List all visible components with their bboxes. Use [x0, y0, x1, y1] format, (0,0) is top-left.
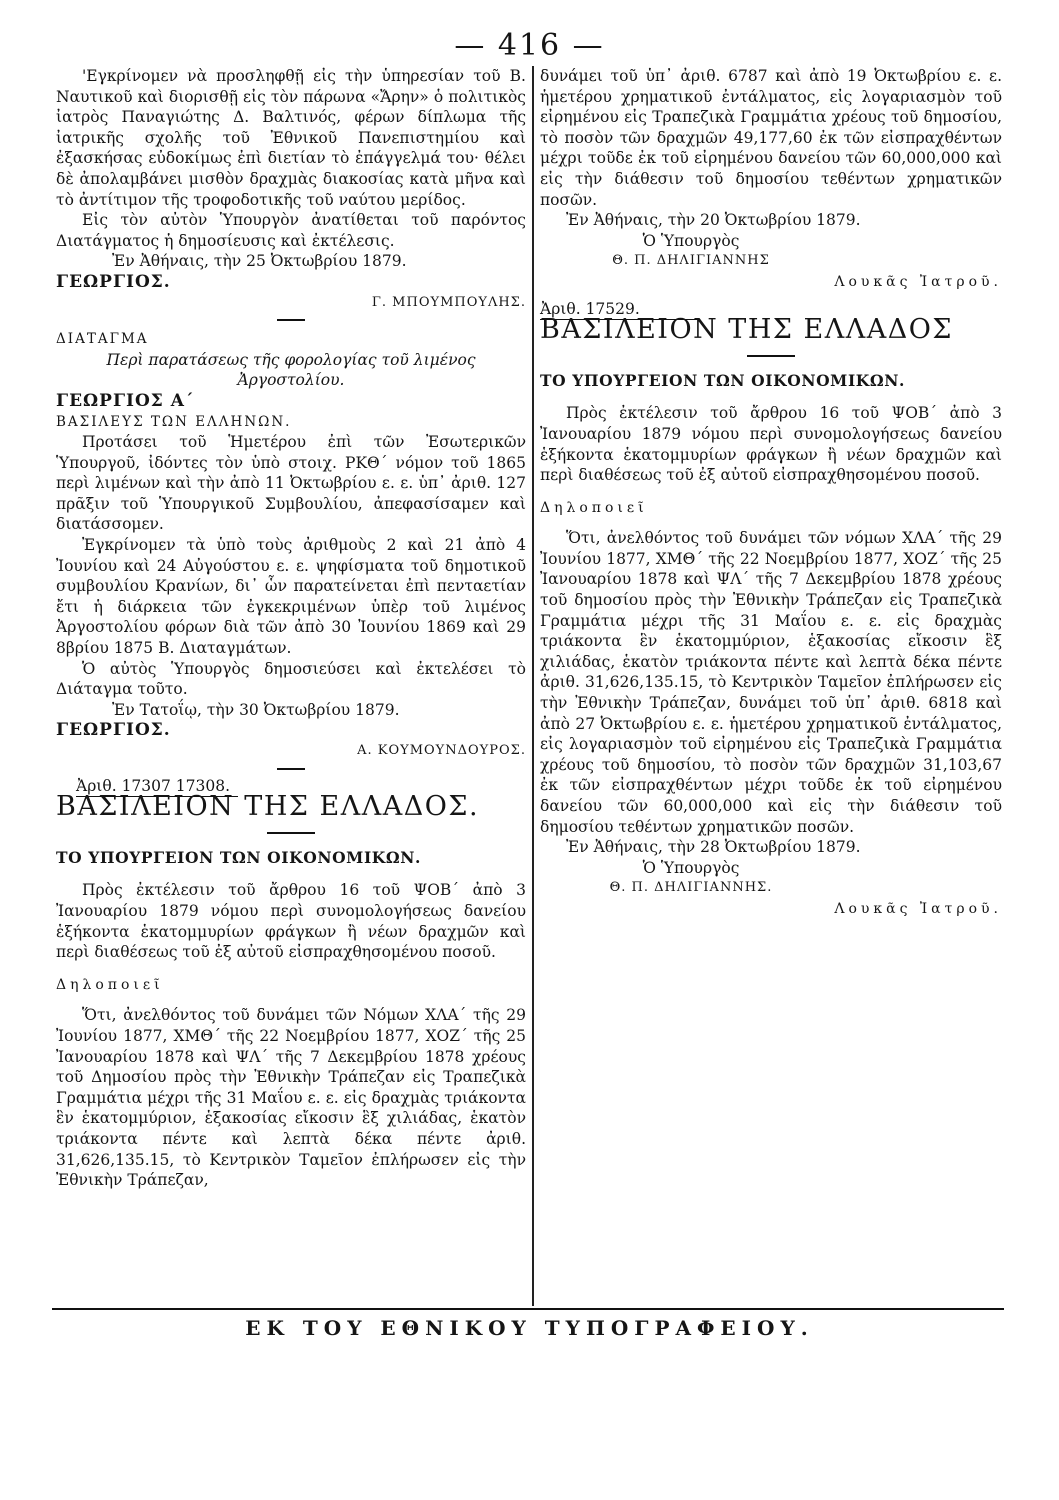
notice-paragraph: Πρὸς ἐκτέλεσιν τοῦ ἄρθρου 16 τοῦ ΨΟΒ΄ ἀπὸ 3 Ἰανουαρίου 1879 νόμου περὶ συνομολογήσεως δανείου ἑξήκοντα ἑκατομμυρίων φράγκων ἢ νέων δραχμῶν καὶ περὶ διαθέσεως τοῦ ἐξ αὐτοῦ εἰσπραχθησομένου ποσοῦ.	[540, 404, 1002, 485]
countersignature: Λουκᾶς Ἰατροῦ.	[834, 273, 1002, 290]
decree-date: Ἐν Τατοΐῳ, τὴν 30 Ὀκτωβρίου 1879.	[112, 700, 400, 719]
minister-signature: Γ. ΜΠΟΥΜΠΟΥΛΗΣ.	[371, 294, 526, 310]
notice-paragraph: δυνάμει τοῦ ὑπ᾽ ἀριθ. 6787 καὶ ἀπὸ 19 Ὀκτωβρίου ε. ε. ἡμετέρου χρηματικοῦ ἐντάλματος, εἰς λογαριασμὸν τοῦ εἰρημένου εἰς Τραπεζικὰ Γραμμάτια χρέους τοῦ δημοσίου, τὸ ποσὸν τῶν δραχμῶν 49,177,60 ἐκ τῶν εἰσπραχθέντων μέχρι τοῦδε ἐκ τοῦ εἰρημένου δανείου τῶν 60,000,000 καὶ εἰς τὴν διάθεσιν τοῦ δημοσίου τεθέντων χρηματικῶν ποσῶν.	[540, 67, 1002, 209]
decree-title: ΔΙΑΤΑΓΜΑ	[56, 331, 149, 348]
document-number: Ἀριθ. 17307 17308.	[76, 776, 238, 798]
minister-signature: Α. ΚΟΥΜΟΥΝΔΟΥΡΟΣ.	[357, 743, 526, 758]
left-column	[56, 66, 526, 1191]
kingdom-title: ΒΑΣΙΛΕΙΟΝ ΤΗΣ ΕΛΛΑΔΟΣ.	[56, 791, 480, 823]
minister-name: Θ. Π. ΔΗΛΙΓΙΑΝΝΗΣ	[612, 253, 770, 269]
column-divider	[532, 66, 534, 1306]
kingdom-title: ΒΑΣΙΛΕΙΟΝ ΤΗΣ ΕΛΛΑΔΟΣ	[540, 314, 953, 346]
declares-heading: Δηλοποιεῖ	[56, 976, 164, 993]
footer-rule	[52, 1308, 1004, 1310]
separator-rule	[277, 319, 305, 321]
notice-date: Ἐν Ἀθήναις, τὴν 20 Ὀκτωβρίου 1879.	[566, 211, 861, 230]
minister-label: Ὁ Ὑπουργὸς	[642, 858, 740, 877]
notice-paragraph: Ὅτι, ἀνελθόντος τοῦ δυνάμει τῶν Νόμων ΧΛΑ΄ τῆς 29 Ἰουνίου 1877, ΧΜΘ΄ τῆς 22 Νοεμβρίου 1877, ΧΟΖ΄ τῆς 25 Ἰανουαρίου 1878 καὶ ΨΛ΄ τῆς 7 Δεκεμβρίου 1878 χρέους τοῦ Δημοσίου πρὸς τὴν Ἐθνικὴν Τράπεζαν εἰς Τραπεζικὰ Γραμμάτια μέχρι τῆς 31 Μαΐου ε. ε. εἰς δραχμὰς τριάκοντα ἓν ἑκατομμύριον, ἑξακοσίας εἴκοσιν ἓξ χιλιάδας, ἑκατὸν τριάκοντα πέντε καὶ λεπτὰ δέκα πέντε ἀριθ. 31,626,135.15, τὸ Κεντρικὸν Ταμεῖον ἐπλήρωσεν εἰς τὴν Ἐθνικὴν Τράπεζαν,	[56, 1006, 526, 1190]
minister-label: Ὁ Ὑπουργὸς	[642, 231, 740, 250]
king-heading: ΓΕΩΡΓΙΟΣ Α΄	[56, 390, 195, 411]
countersignature: Λουκᾶς Ἰατροῦ.	[834, 900, 1002, 917]
page-number: — 416 —	[454, 28, 605, 63]
king-title: ΒΑΣΙΛΕΥΣ ΤΩΝ ΕΛΛΗΝΩΝ.	[56, 413, 292, 430]
declares-heading: Δηλοποιεῖ	[540, 499, 648, 516]
minister-name: Θ. Π. ΔΗΛΙΓΙΑΝΝΗΣ.	[609, 880, 773, 896]
notice-date: Ἐν Ἀθήναις, τὴν 28 Ὀκτωβρίου 1879.	[566, 838, 861, 857]
decree-paragraph: Προτάσει τοῦ Ἡμετέρου ἐπὶ τῶν Ἐσωτερικῶν Ὑπουργοῦ, ἰδόντες τὸν ὑπὸ στοιχ. ΡΚΘ΄ νόμον τοῦ 1865 περὶ λιμένων καὶ τὴν ἀπὸ 11 Ὀκτωβρίου ε. ε. ὑπ᾽ ἀριθ. 127 πρᾶξιν τοῦ Ὑπουργικοῦ Συμβουλίου, ἀπεφασίσαμεν καὶ διατάσσομεν.	[56, 433, 526, 534]
notice-paragraph: Πρὸς ἐκτέλεσιν τοῦ ἄρθρου 16 τοῦ ΨΟΒ΄ ἀπὸ 3 Ἰανουαρίου 1879 νόμου περὶ συνομολογήσεως δανείου ἑξήκοντα ἑκατομμυρίων φράγκων ἢ νέων δραχμῶν καὶ περὶ διαθέσεως τοῦ ἐξ αὐτοῦ εἰσπραχθησομένου ποσοῦ.	[56, 881, 526, 962]
decree-paragraph: Ὁ αὐτὸς Ὑπουργὸς δημοσιεύσει καὶ ἐκτελέσει τὸ Διάταγμα τοῦτο.	[56, 659, 526, 699]
separator-rule	[747, 355, 795, 357]
decree-paragraph: 'Εγκρίνομεν νὰ προσληφθῇ εἰς τὴν ὑπηρεσίαν τοῦ Β. Ναυτικοῦ καὶ διορισθῇ εἰς τὸν πάρωνα «Ἄρην» ὁ πολιτικὸς ἰατρὸς Παναγιώτης Δ. Βαλτινός, φέρων δίπλωμα τῆς ἰατρικῆς σχολῆς τοῦ Ἐθνικοῦ Πανεπιστημίου καὶ ἐξασκήσας εὐδοκίμως ἐπὶ διετίαν τὸ ἐπάγγελμά του· θέλει δὲ ἀπολαμβάνει μισθὸν δραχμὰς διακοσίας κατὰ μῆνα καὶ τὸ ἀντίτιμον τῆς τροφοδοτικῆς τοῦ ναύτου μερίδος.	[56, 67, 526, 209]
document-number: Ἀριθ. 17529.	[540, 299, 700, 321]
decree-paragraph: Εἰς τὸν αὐτὸν Ὑπουργὸν ἀνατίθεται τοῦ παρόντος Διατάγματος ἡ δημοσίευσις καὶ ἐκτέλεσις.	[56, 211, 526, 250]
ministry-title: ΤΟ ΥΠΟΥΡΓΕΙΟΝ ΤΩΝ ΟΙΚΟΝΟΜΙΚΩΝ.	[56, 847, 422, 867]
separator-rule	[267, 832, 315, 834]
decree-date: Ἐν Ἀθήναις, τὴν 25 Ὀκτωβρίου 1879.	[112, 252, 407, 271]
decree-subject: Περὶ παρατάσεως τῆς φορολογίας τοῦ λιμένος Ἀργοστολίου.	[106, 350, 476, 390]
notice-paragraph: Ὅτι, ἀνελθόντος τοῦ δυνάμει τῶν νόμων ΧΛΑ΄ τῆς 29 Ἰουνίου 1877, ΧΜΘ΄ τῆς 22 Νοεμβρίου 1877, ΧΟΖ΄ τῆς 25 Ἰανουαρίου 1878 καὶ ΨΛ΄ τῆς 7 Δεκεμβρίου 1878 χρέους τοῦ δημοσίου πρὸς τὴν Ἐθνικὴν Τράπεζαν εἰς Τραπεζικὰ Γραμμάτια μέχρι τῆς 31 Μαΐου ε. ε. εἰς δραχμὰς τριάκοντα ἓν ἑκατομμύριον, ἑξακοσίας εἴκοσιν ἓξ χιλιάδας, ἑκατὸν τριάκοντα πέντε καὶ λεπτὰ δέκα πέντε ἀριθ. 31,626,135.15, τὸ Κεντρικὸν Ταμεῖον ἐπλήρωσεν εἰς τὴν Ἐθνικὴν Τράπεζαν, δυνάμει τοῦ ὑπ᾽ ἀριθ. 6818 καὶ ἀπὸ 27 Ὀκτωβρίου ε. ε. ἡμετέρου χρηματικοῦ ἐντάλματος, εἰς λογαριασμὸν τοῦ εἰρημένου εἰς Τραπεζικὰ Γραμμάτια χρέους τοῦ δημοσίου, τὸ ποσὸν τῶν δραχμῶν 31,103,67 ἐκ τῶν εἰσπραχθέντων μέχρι τοῦδε ἐκ τοῦ εἰρημένου δανείου τῶν 60,000,000 καὶ εἰς τὴν διάθεσιν τοῦ δημοσίου τεθέντων χρηματικῶν ποσῶν.	[540, 529, 1002, 836]
king-signature: ΓΕΩΡΓΙΟΣ.	[56, 720, 171, 741]
ministry-title: ΤΟ ΥΠΟΥΡΓΕΙΟΝ ΤΩΝ ΟΙΚΟΝΟΜΙΚΩΝ.	[540, 370, 906, 390]
right-column	[540, 66, 1002, 920]
printer-footer: ΕΚ ΤΟΥ ΕΘΝΙΚΟΥ ΤΥΠΟΓΡΑΦΕΙΟΥ.	[245, 1316, 814, 1340]
separator-rule	[277, 768, 305, 770]
decree-paragraph: Ἐγκρίνομεν τὰ ὑπὸ τοὺς ἀριθμοὺς 2 καὶ 21 ἀπὸ 4 Ἰουνίου καὶ 24 Αὐγούστου ε. ε. ψηφίσματα τοῦ δημοτικοῦ συμβουλίου Κρανίων, δι᾽ ὧν παρατείνεται ἐπὶ πενταετίαν ἔτι ἡ διάρκεια τῶν ἐγκεκριμένων ὑπὲρ τοῦ λιμένος Ἀργοστολίου φόρων διὰ τῶν ἀπὸ 30 Ἰουνίου 1869 καὶ 29 8βρίου 1875 Β. Διαταγμάτων.	[56, 536, 526, 658]
king-signature: ΓΕΩΡΓΙΟΣ.	[56, 271, 171, 292]
